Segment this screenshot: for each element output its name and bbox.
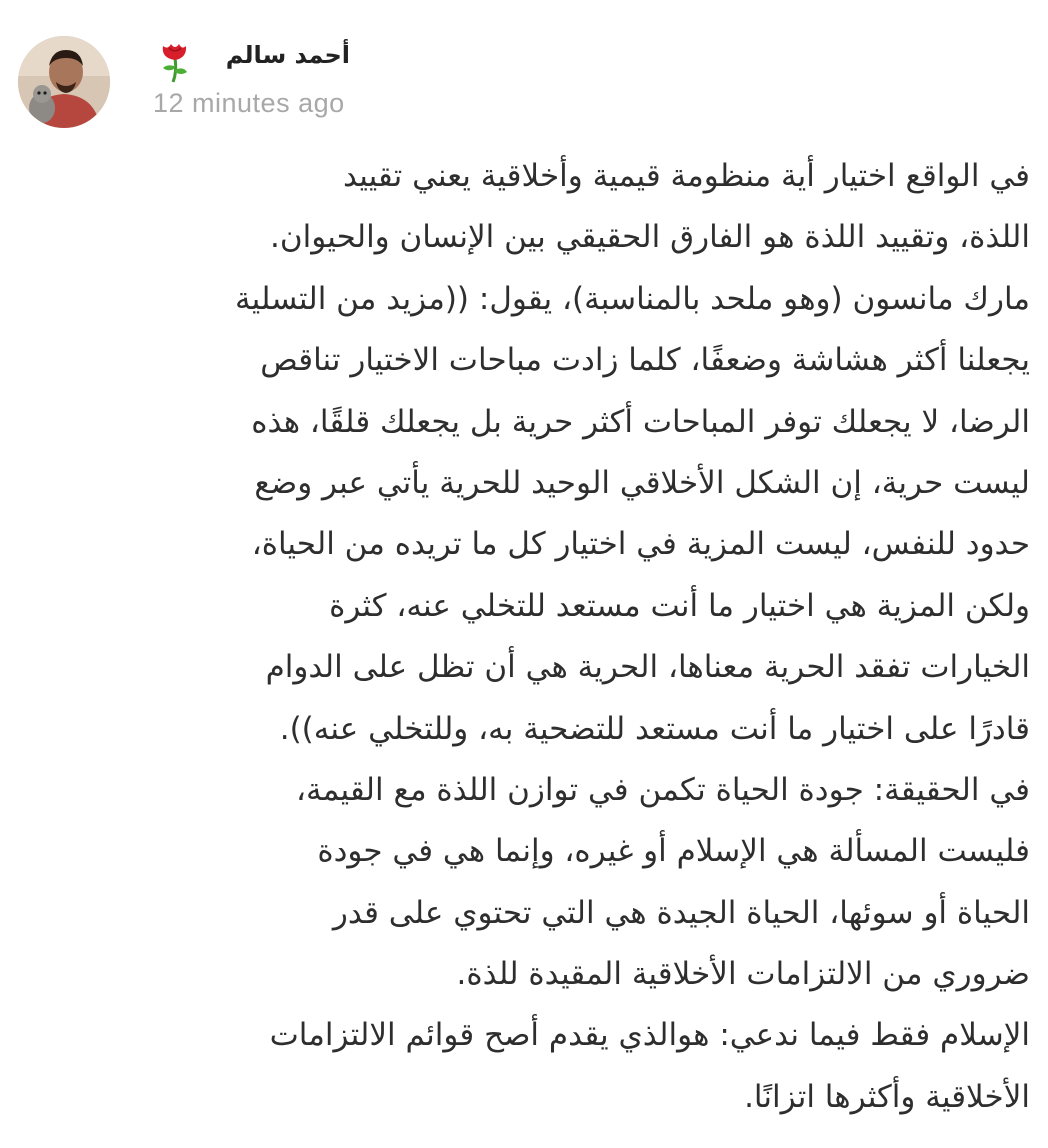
post-line: قادرًا على اختيار ما أنت مستعد للتضحية به، وللتخلي عنه)). bbox=[279, 710, 1030, 747]
post-line: الرضا، لا يجعلك توفر المباحات أكثر حرية بل يجعلك قلقًا، هذه bbox=[251, 403, 1030, 440]
post-line: الإسلام فقط فيما ندعي: هوالذي يقدم أصح قوائم الالتزامات bbox=[269, 1017, 1030, 1054]
post-header bbox=[0, 0, 1048, 140]
post-line: حدود للنفس، ليست المزية في اختيار كل ما تريده من الحياة، bbox=[251, 526, 1030, 563]
rose-icon bbox=[153, 36, 201, 84]
post-line: يجعلنا أكثر هشاشة وضعفًا، كلما زادت مباحات الاختيار تناقص bbox=[260, 342, 1030, 379]
post-line: الخيارات تفقد الحرية معناها، الحرية هي أن تظل على الدوام bbox=[265, 649, 1030, 686]
post-line: مارك مانسون (وهو ملحد بالمناسبة)، يقول: ((مزيد من التسلية bbox=[235, 280, 1030, 317]
post-timestamp: 12 minutes ago bbox=[153, 88, 345, 118]
post-line: في الواقع اختيار أية منظومة قيمية وأخلاقية يعني تقييد bbox=[342, 158, 1030, 194]
author-name[interactable]: أحمد سالم bbox=[225, 41, 350, 69]
post-line: فليست المسألة هي الإسلام أو غيره، وإنما هي في جودة bbox=[317, 833, 1030, 870]
post-line: في الحقيقة: جودة الحياة تكمن في توازن اللذة مع القيمة، bbox=[295, 771, 1030, 808]
post-line: ولكن المزية هي اختيار ما أنت مستعد للتخلي عنه، كثرة bbox=[329, 587, 1030, 624]
post-line: الحياة أو سوئها، الحياة الجيدة هي التي تحتوي على قدر bbox=[332, 894, 1030, 931]
user-avatar[interactable] bbox=[18, 36, 110, 128]
post-line: ضروري من الالتزامات الأخلاقية المقيدة للذة. bbox=[456, 956, 1030, 993]
post-line: الأخلاقية وأكثرها اتزانًا. bbox=[744, 1078, 1030, 1115]
post-line: اللذة، وتقييد اللذة هو الفارق الحقيقي بين الإنسان والحيوان. bbox=[270, 219, 1030, 256]
post-body bbox=[26, 146, 1030, 1128]
post-line: ليست حرية، إن الشكل الأخلاقي الوحيد للحرية يأتي عبر وضع bbox=[254, 464, 1030, 501]
